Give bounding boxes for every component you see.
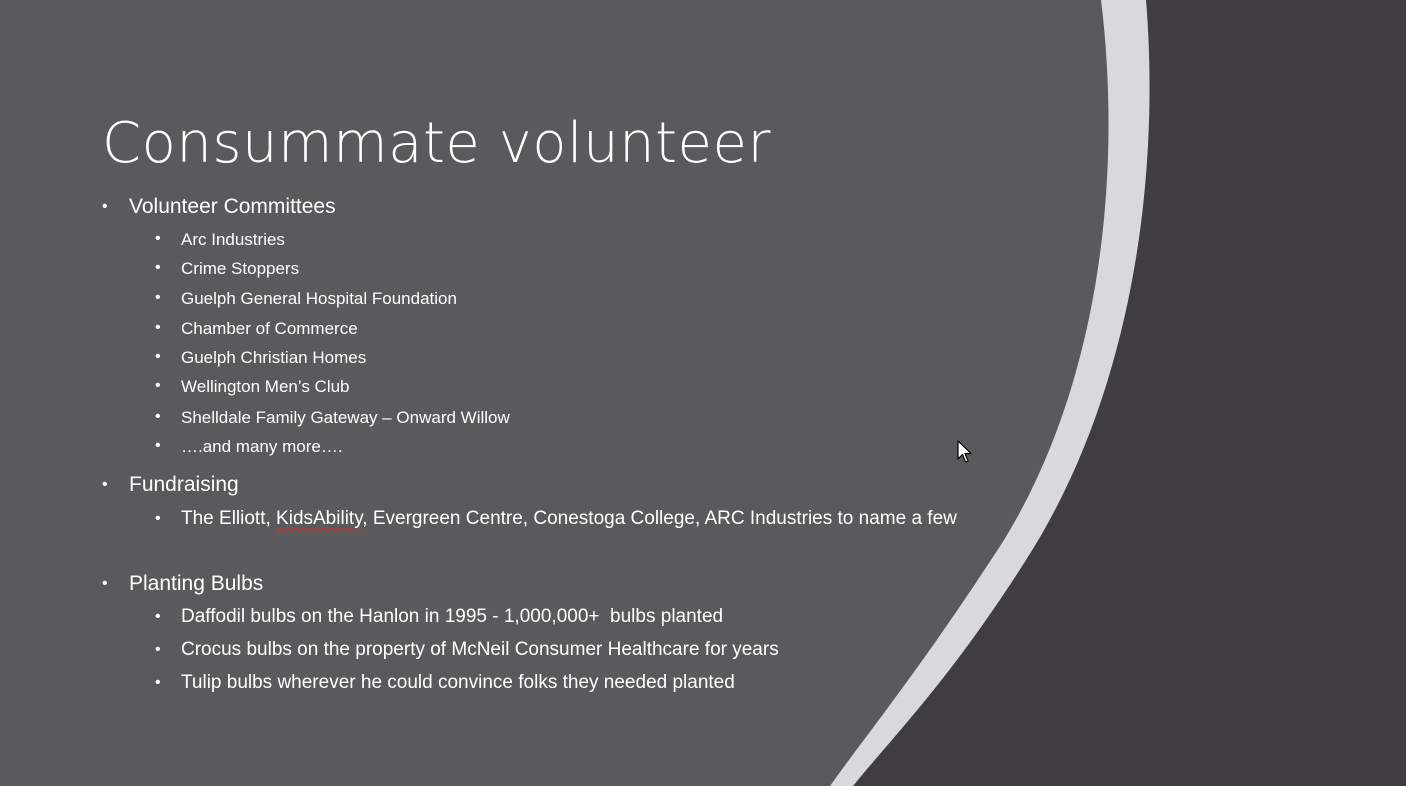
bullet-icon: • [155,437,161,454]
list-item: Crime Stoppers [181,259,300,278]
list-item: Daffodil bulbs on the Hanlon in 1995 - 1,000,000+ bulbs planted [181,606,724,627]
section-heading-fundraising: Fundraising [129,473,239,496]
misspelled-word: KidsAbility [276,508,363,529]
bullet-icon: • [155,608,161,625]
arrow-cursor-icon [957,440,973,464]
text-run: The Elliott, [181,508,277,529]
bullet-icon: • [102,575,108,592]
text-run: , Evergreen Centre, Conestoga College, ARC Industries to name a few [362,508,957,529]
list-item: Shelldale Family Gateway – Onward Willow [181,408,510,427]
list-item: Crocus bulbs on the property of McNeil Consumer Healthcare for years [181,639,779,660]
list-item: Wellington Men’s Club [181,377,350,396]
slide-title: Consummate volunteer [102,111,771,176]
list-item: Chamber of Commerce [181,319,358,338]
list-item: ….and many more…. [181,437,343,456]
bullet-icon: • [102,198,108,215]
bullet-icon: • [155,408,161,425]
list-item: Tulip bulbs wherever he could convince folks they needed planted [181,672,735,693]
bullet-icon: • [155,510,161,527]
bullet-icon: • [155,259,161,276]
section-heading-bulbs: Planting Bulbs [129,572,264,595]
bullet-icon: • [155,230,161,247]
bullet-icon: • [155,641,161,658]
bullet-icon: • [155,674,161,691]
bullet-icon: • [102,476,108,493]
bullet-icon: • [155,319,161,336]
list-item: Arc Industries [181,230,285,249]
bullet-icon: • [155,377,161,394]
list-item: Guelph Christian Homes [181,348,367,367]
bullet-icon: • [155,289,161,306]
list-item-fundraising [181,506,1016,531]
bullet-icon: • [155,348,161,365]
list-item: Guelph General Hospital Foundation [181,289,457,308]
section-heading-committees: Volunteer Committees [129,195,336,218]
